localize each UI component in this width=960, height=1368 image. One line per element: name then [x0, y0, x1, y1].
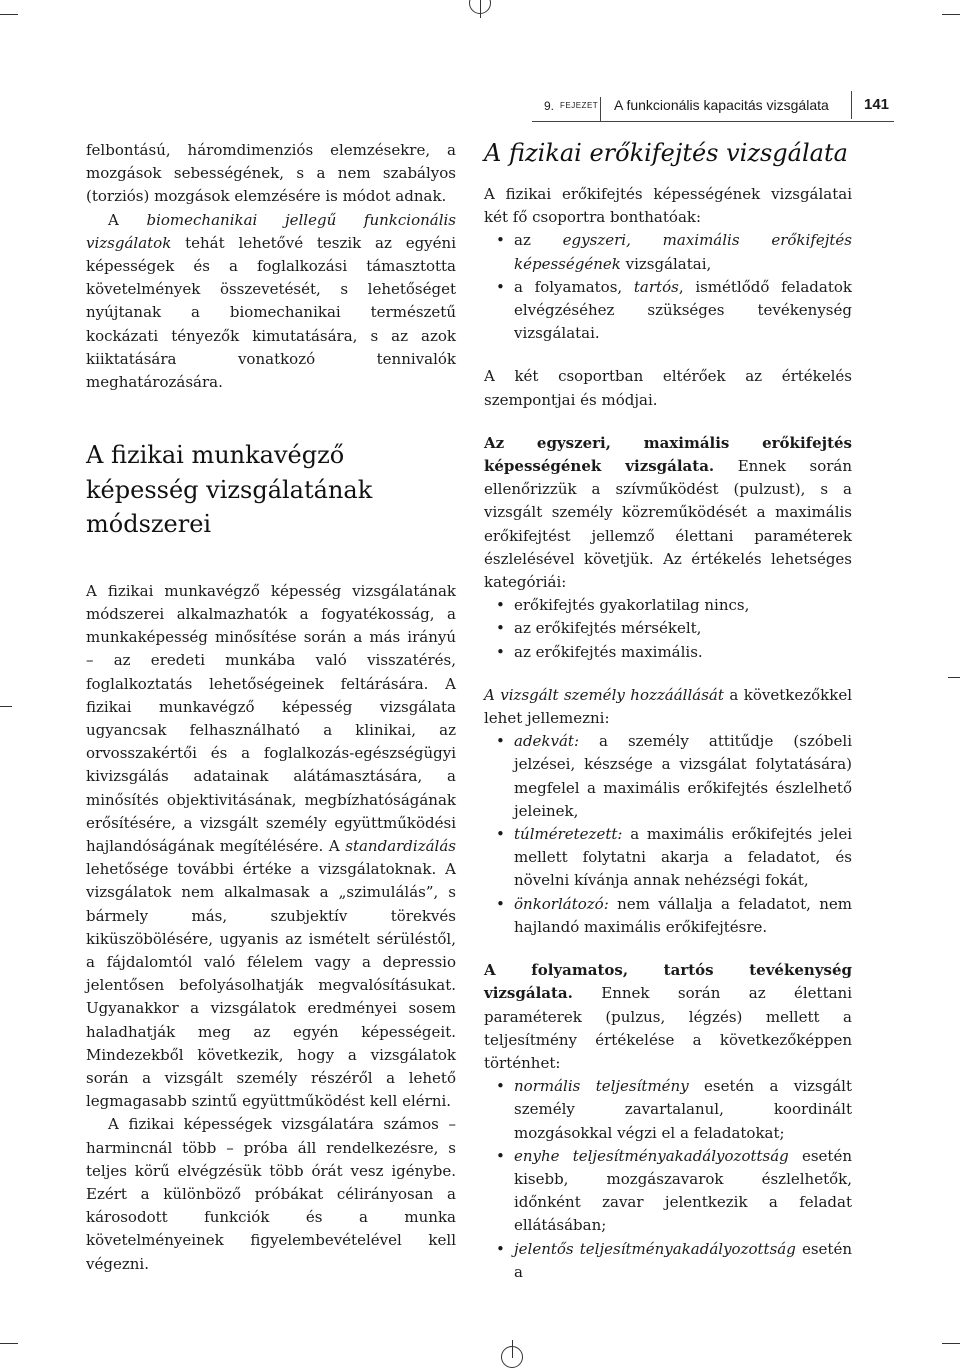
list-item: • az erőkifejtés mérsékelt, [484, 617, 852, 640]
run-in-heading: Az egyszeri, maximális erőkifejtés képességének vizsgálata. [484, 433, 852, 476]
italic-term: standardizálás [345, 836, 456, 855]
chapter-label: FEJEZET [560, 101, 599, 110]
paragraph: A folyamatos, tartós tevékenység vizsgálata. Ennek során az élettani paraméterek (pulzus, légzés) mellett a teljesítmény értékelése a következőképpen történhet: [484, 961, 852, 1072]
list-item: • az erőkifejtés maximális. [484, 641, 852, 664]
bullet-list [484, 229, 852, 345]
registration-mark-top [469, 0, 491, 14]
list-item: • enyhe teljesítményakadályozottság esetén kisebb, mozgászavarok észlelhetők, időnként zavar jelentkezik a feladat ellátásában; [484, 1145, 852, 1238]
bullet-list [484, 1075, 852, 1284]
section-heading: A fizikai munkavégző képesség vizsgálatának módszerei [86, 441, 373, 539]
paragraph: A biomechanikai jellegű funkcionális vizsgálatok tehát lehetővé teszik az egyéni képességek és a foglalkozási támasztotta követelmények összevetését, s lehetőséget nyújtanak a biomechanikai természetű kockázati tényezők kimutatására, s az azok kiiktatására vonatkozó tennivalók meghatározására. [86, 210, 456, 392]
crop-mark-bottom-right [942, 1343, 960, 1344]
page-number: 141 [864, 96, 890, 113]
crop-mark-left-mid [0, 706, 12, 707]
registration-mark-bottom [501, 1346, 523, 1368]
header-rule [532, 121, 894, 122]
section-title-italic: A fizikai erőkifejtés vizsgálata [484, 139, 848, 167]
list-item: • túlméretezett: a maximális erőkifejtés jelei mellett folytatni akarja a feladatot, és növelni kívánja annak nehézségi fokát, [484, 823, 852, 893]
paragraph: A vizsgált személy hozzáállását a következőkkel lehet jellemezni: [484, 685, 852, 728]
right-column [484, 183, 852, 1284]
paragraph: Az egyszeri, maximális erőkifejtés képességének vizsgálata. Ennek során ellenőrizzük a szívműködést (pulzust), s a vizsgált személy közreműködését a maximális erőkifejtést jellemző élettani paraméterek észlelésével követjük. Az értékelés lehetséges kategóriái: [484, 433, 852, 592]
list-item: • adekvát: a személy attitűdje (szóbeli jelzései, készsége a vizsgálat folytatására) megfelel a maximális erőkifejtés észlelhető jeleinek, [484, 730, 852, 823]
bullet-list [484, 594, 852, 664]
paragraph: A fizikai képességek vizsgálatára számos – harmincnál több – próba áll rendelkezésre, s teljes körű elvégzésük több órát vesz igénybe. Ezért a különböző próbákat célirányosan a károsodott funkciók és a munka követelményeinek figyelembevételével kell végezni. [86, 1115, 456, 1273]
chapter-number: 9. [544, 99, 555, 113]
list-item: • jelentős teljesítményakadályozottság esetén a [484, 1238, 852, 1284]
header-section-title: A funkcionális kapacitás vizsgálata [614, 97, 829, 113]
paragraph: A fizikai munkavégző képesség vizsgálatának módszerei alkalmazhatók a fogyatékosság, a munkaképesség minősítése során a más irányú – az eredeti munkába való visszatérés, foglalkoztatás lehetőségeinek feltárására. A fizikai munkavégző képesség vizsgálata ugyancsak felhasználható a klinikai, az orvosszakértői és a foglalkozás-egészségügyi kivizsgálás adatainak alátámasztására, a minősítés objektivitásának, megbízhatóságának erősítésére, a vizsgált személy együttműködési hajlandóságának megítélésére. A standardizálás lehetősége további értéke a vizsgálatoknak. A vizsgálatok nem alkalmasak a „szimulálás”, s bármely más, szubjektív törekvés kiküszöbölésére, ugyanis az ismételt sérüléstől, a fájdalomtól való félelem vagy a depressio jelentősen befolyásolhatják megvalósításukat. Ugyanakkor a vizsgálatok eredményei sosem haladhatják meg az egyén képességeit. Mindezekből következik, hogy a vizsgálatok során a vizsgált személy részéről a lehető legmagasabb szintű együttműködést kell elérni. [86, 581, 456, 1111]
bullet-list [484, 730, 852, 939]
running-header [524, 91, 894, 123]
header-divider [600, 97, 601, 121]
crop-mark-right-mid [948, 677, 960, 678]
crop-mark-bottom-left [0, 1343, 18, 1344]
italic-term: biomechanikai jellegű funkcionális vizsgálatok [86, 210, 456, 252]
list-item: • önkorlátozó: nem vállalja a feladatot, nem hajlandó maximális erőkifejtésre. [484, 893, 852, 939]
list-item: • normális teljesítmény esetén a vizsgált személy zavartalanul, koordinált mozgásokkal végzi el a feladatokat; [484, 1075, 852, 1145]
paragraph: felbontású, háromdimenziós elemzésekre, a mozgások sebességének, s a nem szabályos (torziós) mozgások elemzésére is módot adnak. [86, 141, 456, 206]
crop-mark-top-right [942, 14, 960, 15]
crop-mark-top-left [0, 14, 18, 15]
list-item: • az egyszeri, maximális erőkifejtés képességének vizsgálatai, [484, 229, 852, 275]
paragraph: A fizikai erőkifejtés képességének vizsgálatai két fő csoportra bonthatóak: [484, 185, 852, 227]
left-column [86, 139, 456, 1276]
header-divider [851, 91, 852, 119]
run-in-heading: A folyamatos, tartós tevékenység vizsgálata. [484, 961, 852, 1003]
list-item: • erőkifejtés gyakorlatilag nincs, [484, 594, 852, 617]
list-item: • a folyamatos, tartós, ismétlődő feladatok elvégzéséhez szükséges tevékenység vizsgálatai. [484, 276, 852, 346]
paragraph: A két csoportban eltérőek az értékelés szempontjai és módjai. [484, 367, 852, 409]
